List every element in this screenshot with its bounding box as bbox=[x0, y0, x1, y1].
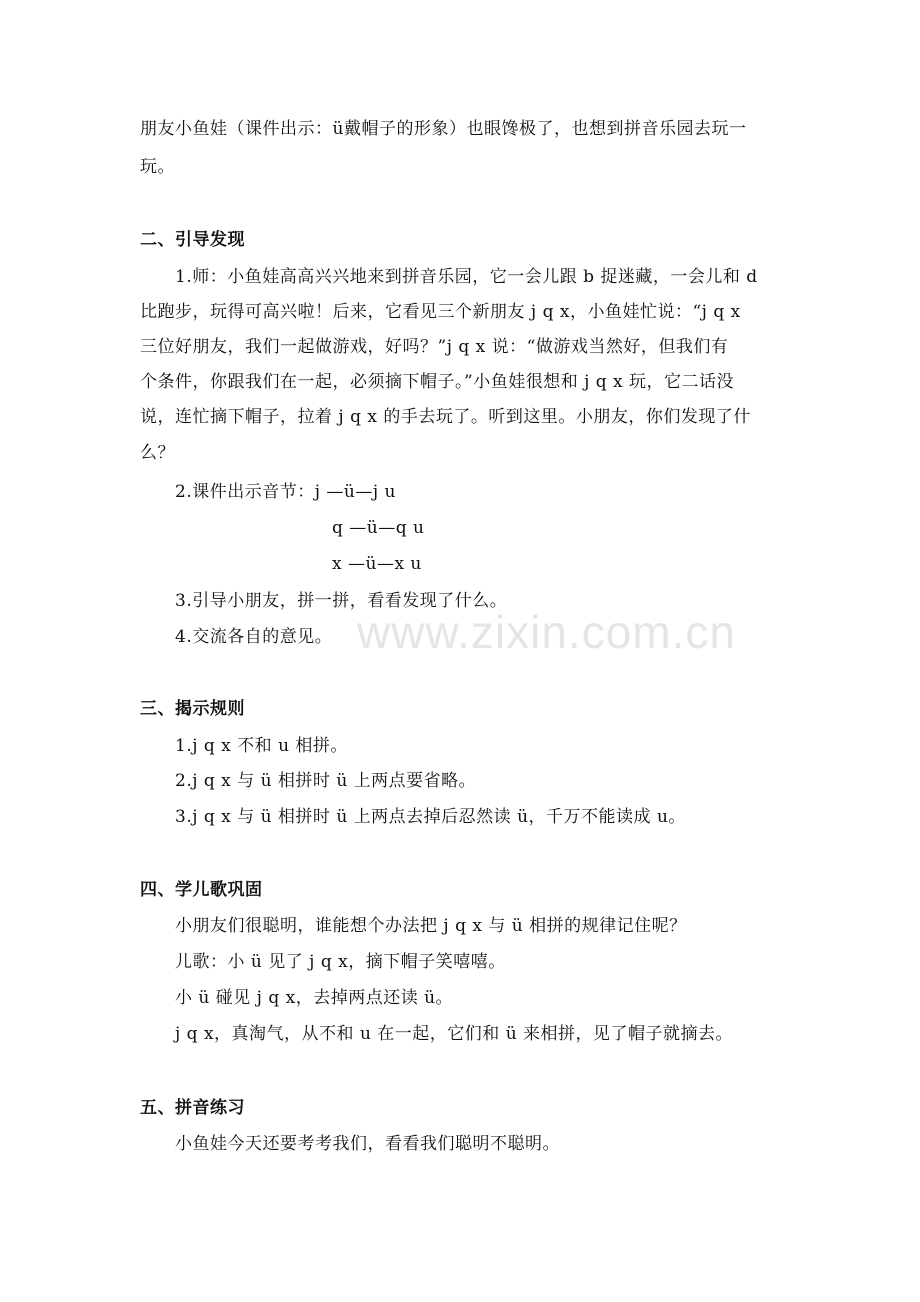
list-item: 3.引导小朋友，拼一拼，看看发现了什么。 bbox=[175, 591, 508, 611]
paragraph-line: 三位好朋友，我们一起做游戏，好吗？”j q x 说：“做游戏当然好，但我们有 bbox=[140, 337, 729, 357]
rhyme-line: 儿歌：小 ü 见了 j q x，摘下帽子笑嘻嘻。 bbox=[175, 952, 506, 972]
section-heading: 二、引导发现 bbox=[140, 230, 245, 250]
paragraph-line: 比跑步，玩得可高兴啦！后来，它看见三个新朋友 j q x，小鱼娃忙说：“j q x bbox=[140, 302, 741, 322]
syllable-label: 2.课件出示音节：j —ü—j u bbox=[175, 482, 396, 502]
paragraph-line: 说，连忙摘下帽子，拉着 j q x 的手去玩了。听到这里。小朋友，你们发现了什 bbox=[140, 407, 751, 427]
section-heading: 三、揭示规则 bbox=[140, 699, 245, 719]
intro-line-1: 朋友小鱼娃（课件出示：ü戴帽子的形象）也眼馋极了，也想到拼音乐园去玩一 bbox=[140, 119, 747, 139]
rule-item: 1.j q x 不和 u 相拼。 bbox=[175, 736, 348, 756]
paragraph-line: 1.师：小鱼娃高高兴兴地来到拼音乐园，它一会儿跟 b 捉迷藏，一会儿和 d bbox=[175, 267, 758, 287]
syllable-row: q —ü—q u bbox=[332, 518, 425, 538]
list-item: 4.交流各自的意见。 bbox=[175, 627, 333, 647]
rhyme-line: j q x，真淘气，从不和 u 在一起，它们和 ü 来相拼，见了帽子就摘去。 bbox=[175, 1024, 734, 1044]
paragraph-line: 小鱼娃今天还要考考我们，看看我们聪明不聪明。 bbox=[175, 1134, 560, 1154]
rhyme-line: 小 ü 碰见 j q x，去掉两点还读 ü。 bbox=[175, 988, 454, 1008]
rhyme-line: 小朋友们很聪明，谁能想个办法把 j q x 与 ü 相拼的规律记住呢？ bbox=[175, 916, 687, 936]
rule-item: 3.j q x 与 ü 相拼时 ü 上两点去掉后忍然读 ü，千万不能读成 u。 bbox=[175, 807, 686, 827]
section-heading: 五、拼音练习 bbox=[140, 1098, 245, 1118]
rule-item: 2.j q x 与 ü 相拼时 ü 上两点要省略。 bbox=[175, 771, 477, 791]
watermark: www.zixin.com.cn bbox=[357, 606, 736, 658]
syllable-row: x —ü—x u bbox=[332, 554, 422, 574]
paragraph-line: 么？ bbox=[140, 443, 175, 463]
section-heading: 四、学儿歌巩固 bbox=[140, 880, 263, 900]
intro-line-2: 玩。 bbox=[140, 157, 175, 177]
paragraph-line: 个条件，你跟我们在一起，必须摘下帽子。”小鱼娃很想和 j q x 玩，它二话没 bbox=[140, 372, 735, 392]
